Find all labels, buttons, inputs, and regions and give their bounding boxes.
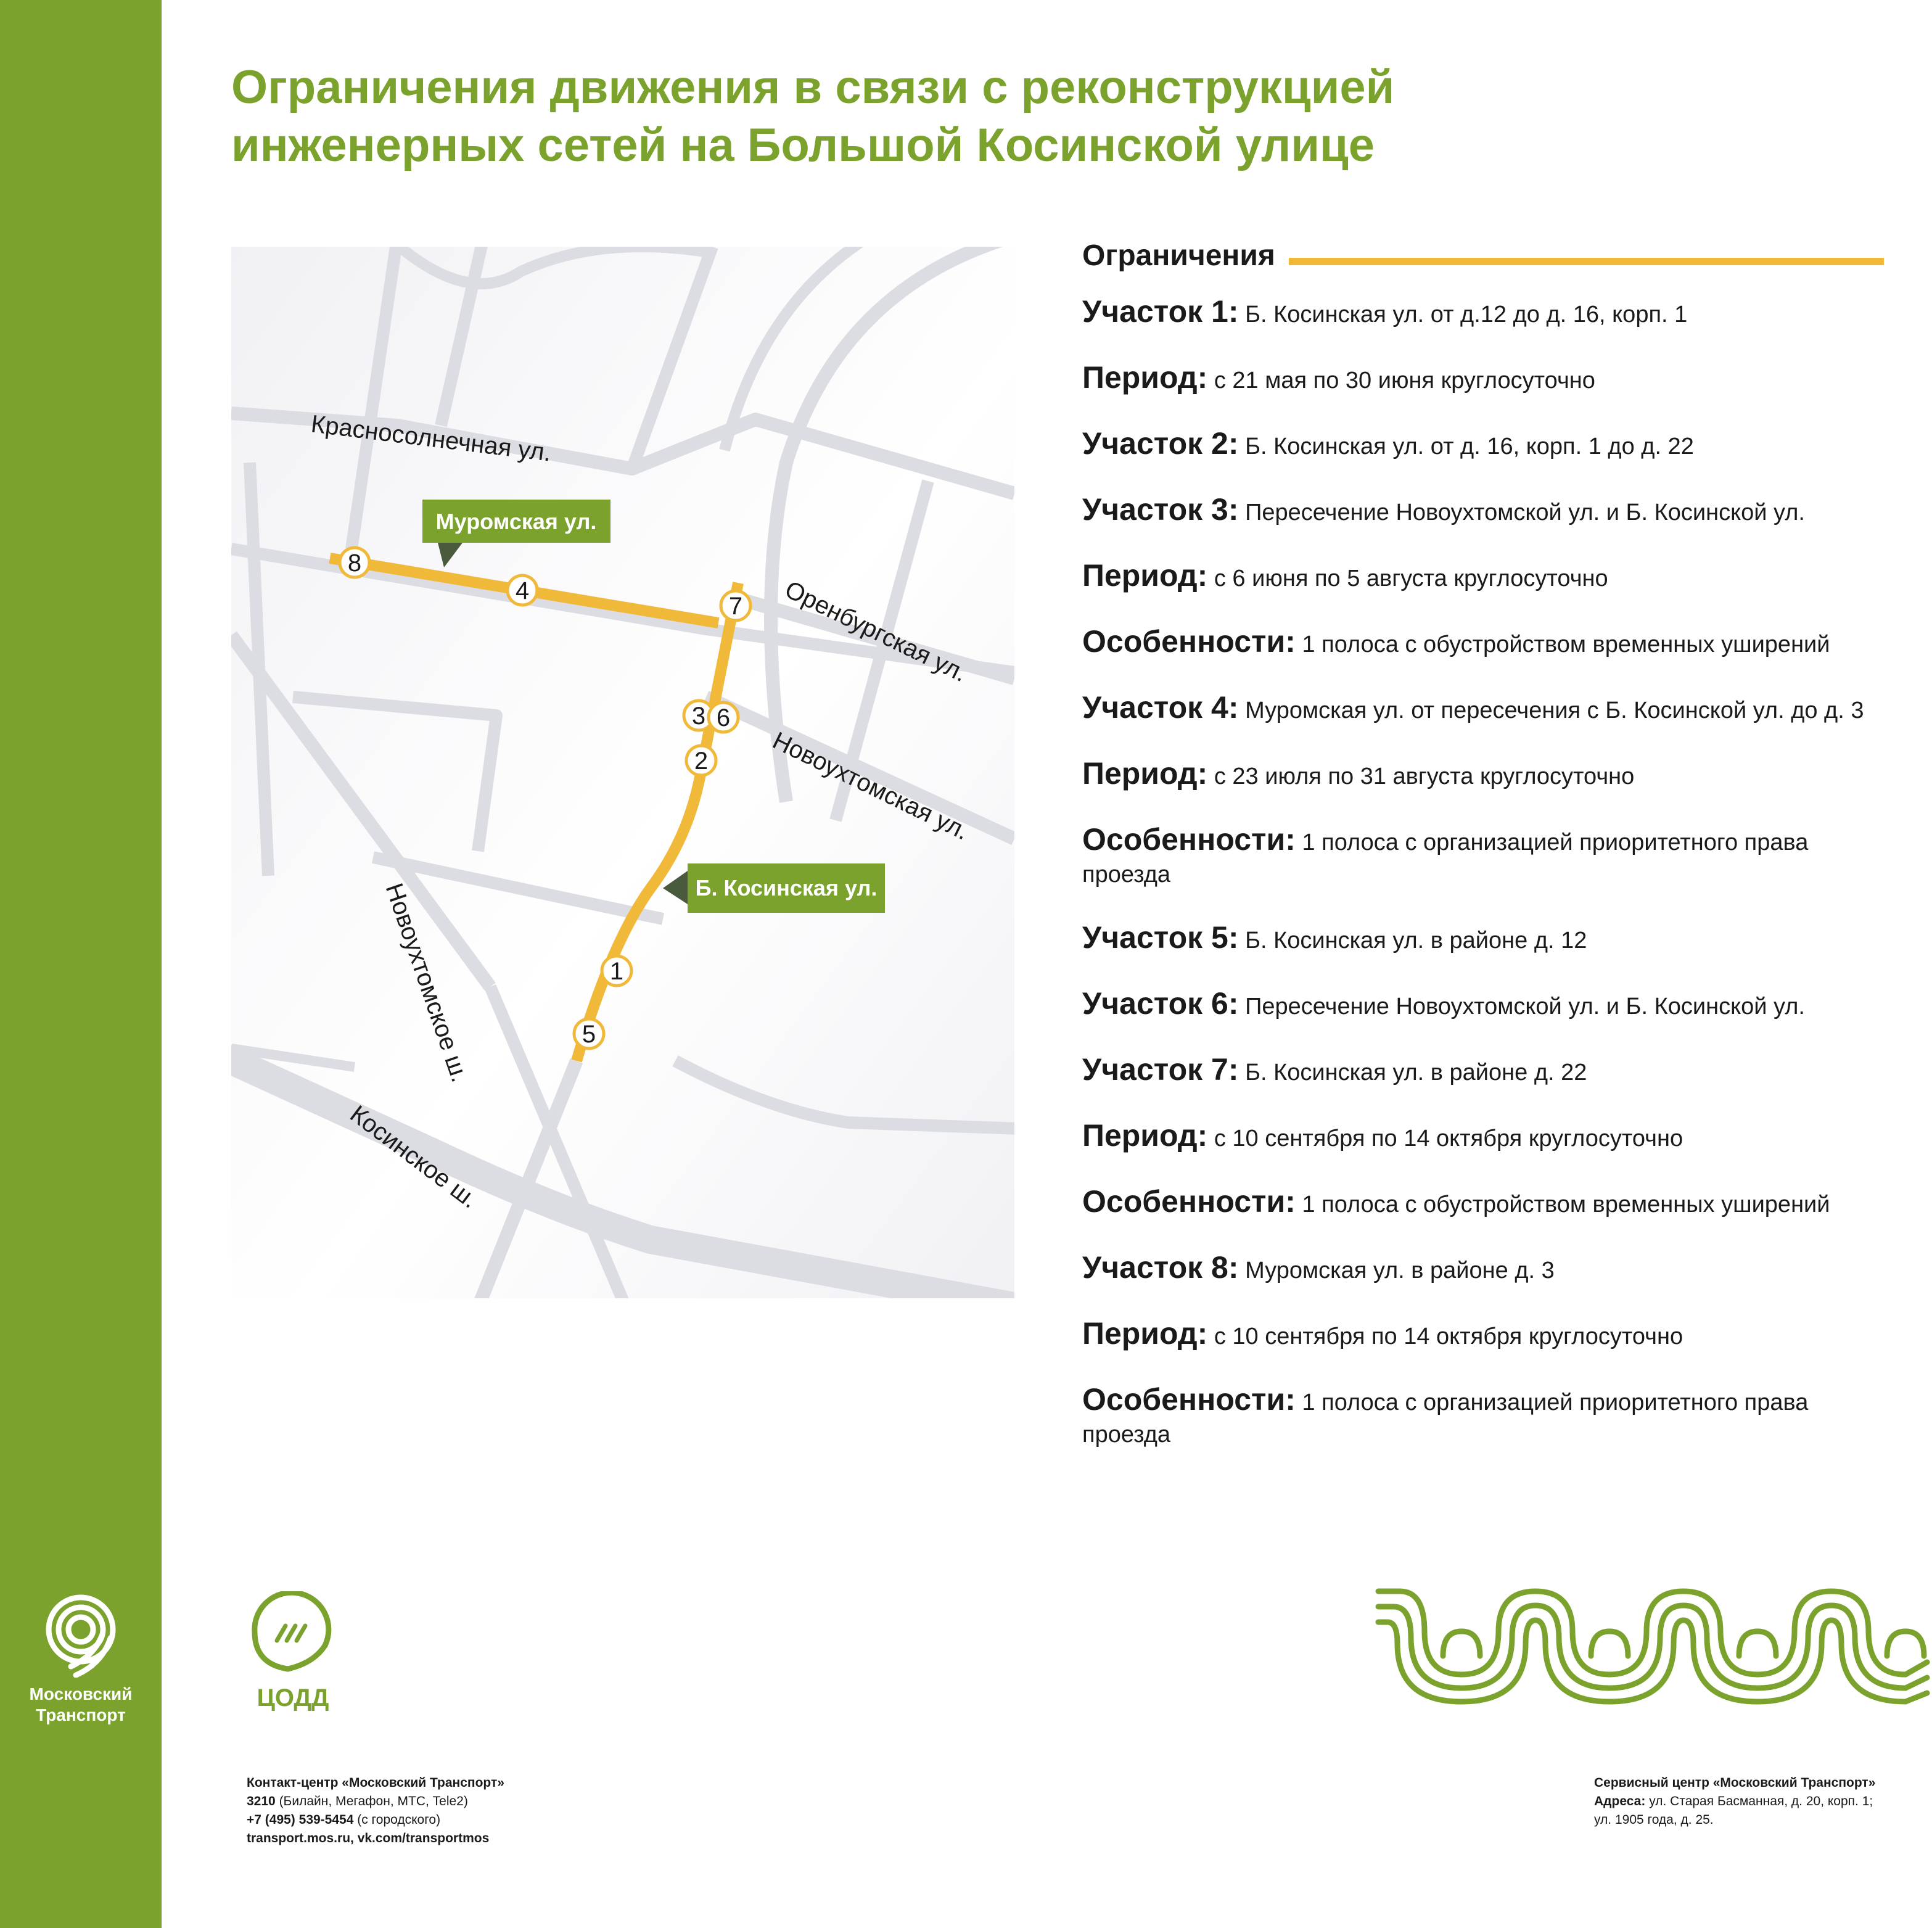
restriction-row — [1082, 1185, 1884, 1221]
svg-text:4: 4 — [515, 577, 530, 604]
restriction-row — [1082, 1251, 1884, 1287]
restriction-row — [1082, 559, 1884, 595]
service-addr1: ул. Старая Басманная, д. 20, корп. 1; — [1649, 1794, 1873, 1808]
restriction-row — [1082, 295, 1884, 331]
restriction-row — [1082, 921, 1884, 957]
label-kosinskoe: Косинское ш. — [345, 1100, 483, 1214]
restriction-row — [1082, 493, 1884, 529]
marker-6 — [709, 702, 738, 732]
codd-logo — [244, 1591, 342, 1712]
restrictions-panel — [1082, 237, 1884, 1481]
moscow-transport-logo — [25, 1591, 137, 1726]
restriction-row — [1082, 1317, 1884, 1353]
label-novoukhtomskaya: Новоухтомская ул. — [768, 727, 974, 846]
row-key: Участок 7: — [1082, 1052, 1239, 1087]
restriction-row — [1082, 427, 1884, 463]
codd-logo-text: ЦОДД — [257, 1684, 329, 1712]
decorative-wave-ornament — [1375, 1576, 1930, 1708]
row-value: 1 полоса с организацией приоритетного права проезда — [1082, 830, 1809, 888]
svg-text:2: 2 — [694, 748, 709, 775]
label-orenburgskaya: Оренбургская ул. — [781, 575, 971, 688]
contact-phone[interactable]: +7 (495) 539-5454 — [247, 1813, 354, 1827]
codd-pin-icon — [250, 1591, 336, 1678]
transport-9-icon — [38, 1591, 124, 1678]
row-key: Участок 4: — [1082, 690, 1239, 725]
restriction-row — [1082, 1383, 1884, 1451]
row-key: Особенности: — [1082, 1382, 1296, 1417]
svg-text:5: 5 — [582, 1021, 596, 1048]
row-value: с 10 сентября по 14 октября круглосуточно — [1214, 1126, 1683, 1151]
contact-title: Контакт-центр «Московский Транспорт» — [247, 1776, 504, 1790]
marker-8 — [340, 548, 369, 577]
marker-5 — [574, 1019, 604, 1048]
mt-logo-line1: Московский — [29, 1684, 133, 1703]
label-novoukhtomskoe: Новоухтомское ш. — [380, 880, 474, 1086]
restriction-row — [1082, 361, 1884, 397]
row-value: Б. Косинская ул. в районе д. 22 — [1245, 1060, 1587, 1086]
callout-muromskaya-text: Муромская ул. — [435, 509, 597, 534]
contact-center-block — [247, 1774, 504, 1848]
restriction-row — [1082, 1119, 1884, 1155]
restriction-row — [1082, 625, 1884, 661]
row-value: с 6 июня по 5 августа круглосуточно — [1214, 566, 1608, 591]
restriction-row — [1082, 757, 1884, 793]
contact-short-number: 3210 — [247, 1794, 276, 1808]
map-background — [231, 247, 1014, 1298]
title-line2: инженерных сетей на Большой Косинской улице — [231, 119, 1375, 171]
row-value: 1 полоса с организацией приоритетного права проезда — [1082, 1390, 1809, 1448]
row-key: Период: — [1082, 1118, 1208, 1153]
svg-text:8: 8 — [347, 550, 362, 577]
restriction-row — [1082, 691, 1884, 727]
row-value: Муромская ул. в районе д. 3 — [1245, 1258, 1555, 1283]
svg-text:6: 6 — [716, 704, 731, 731]
row-value: с 10 сентября по 14 октября круглосуточно — [1214, 1324, 1683, 1349]
restriction-row — [1082, 987, 1884, 1023]
row-value: Б. Косинская ул. от д. 16, корп. 1 до д. 22 — [1245, 434, 1694, 459]
restrictions-heading: Ограничения — [1082, 237, 1289, 274]
row-key: Период: — [1082, 756, 1208, 791]
row-key: Участок 2: — [1082, 426, 1239, 461]
row-value: Б. Косинская ул. в районе д. 12 — [1245, 928, 1587, 954]
callout-b-kosinskaya — [663, 863, 885, 913]
mt-logo-line2: Транспорт — [36, 1705, 126, 1724]
marker-1 — [602, 956, 631, 986]
wave-ornament-icon — [1375, 1576, 1930, 1705]
row-value: Пересечение Новоухтомской ул. и Б. Косинской ул. — [1245, 994, 1805, 1020]
street-map — [231, 247, 1014, 1298]
row-key: Особенности: — [1082, 822, 1296, 857]
marker-2 — [686, 746, 716, 775]
svg-text:3: 3 — [691, 702, 706, 730]
row-value: Пересечение Новоухтомской ул. и Б. Косинской ул. — [1245, 500, 1805, 525]
row-key: Участок 6: — [1082, 986, 1239, 1021]
service-addr2: ул. 1905 года, д. 25. — [1594, 1813, 1714, 1827]
service-title: Сервисный центр «Московский Транспорт» — [1594, 1776, 1876, 1790]
contact-phone-note: (с городского) — [357, 1813, 441, 1827]
svg-text:1: 1 — [609, 958, 624, 985]
title-line1: Ограничения движения в связи с реконструкцией — [231, 61, 1395, 113]
row-key: Участок 3: — [1082, 492, 1239, 527]
restrictions-header — [1082, 237, 1884, 274]
contact-links[interactable]: transport.mos.ru, vk.com/transportmos — [247, 1831, 490, 1845]
service-center-block — [1594, 1774, 1875, 1829]
contact-short-note: (Билайн, Мегафон, МТС, Tele2) — [279, 1794, 468, 1808]
row-key: Участок 1: — [1082, 294, 1239, 329]
left-green-sidebar — [0, 0, 162, 1928]
restriction-row — [1082, 823, 1884, 891]
row-key: Участок 8: — [1082, 1250, 1239, 1285]
row-key: Период: — [1082, 360, 1208, 395]
row-key: Особенности: — [1082, 1184, 1296, 1219]
restrictions-list — [1082, 295, 1884, 1451]
callout-b-kosinskaya-text: Б. Косинская ул. — [695, 875, 878, 900]
svg-text:7: 7 — [728, 593, 743, 620]
row-value: Муромская ул. от пересечения с Б. Косинской ул. до д. 3 — [1245, 698, 1864, 723]
row-value: Б. Косинская ул. от д.12 до д. 16, корп. 1 — [1245, 302, 1688, 328]
marker-4 — [508, 575, 537, 605]
row-key: Период: — [1082, 558, 1208, 593]
label-krasnosolnechnaya: Красносолнечная ул. — [309, 410, 553, 467]
restriction-row — [1082, 1053, 1884, 1089]
row-key: Участок 5: — [1082, 920, 1239, 955]
row-value: 1 полоса с обустройством временных уширений — [1302, 1192, 1830, 1217]
row-value: с 21 мая по 30 июня круглосуточно — [1214, 368, 1595, 393]
page-title — [231, 59, 1650, 175]
row-value: с 23 июля по 31 августа круглосуточно — [1214, 764, 1635, 789]
row-key: Особенности: — [1082, 624, 1296, 659]
row-key: Период: — [1082, 1316, 1208, 1351]
marker-7 — [721, 591, 750, 620]
service-addr-label: Адреса: — [1594, 1794, 1646, 1808]
row-value: 1 полоса с обустройством временных уширений — [1302, 632, 1830, 657]
